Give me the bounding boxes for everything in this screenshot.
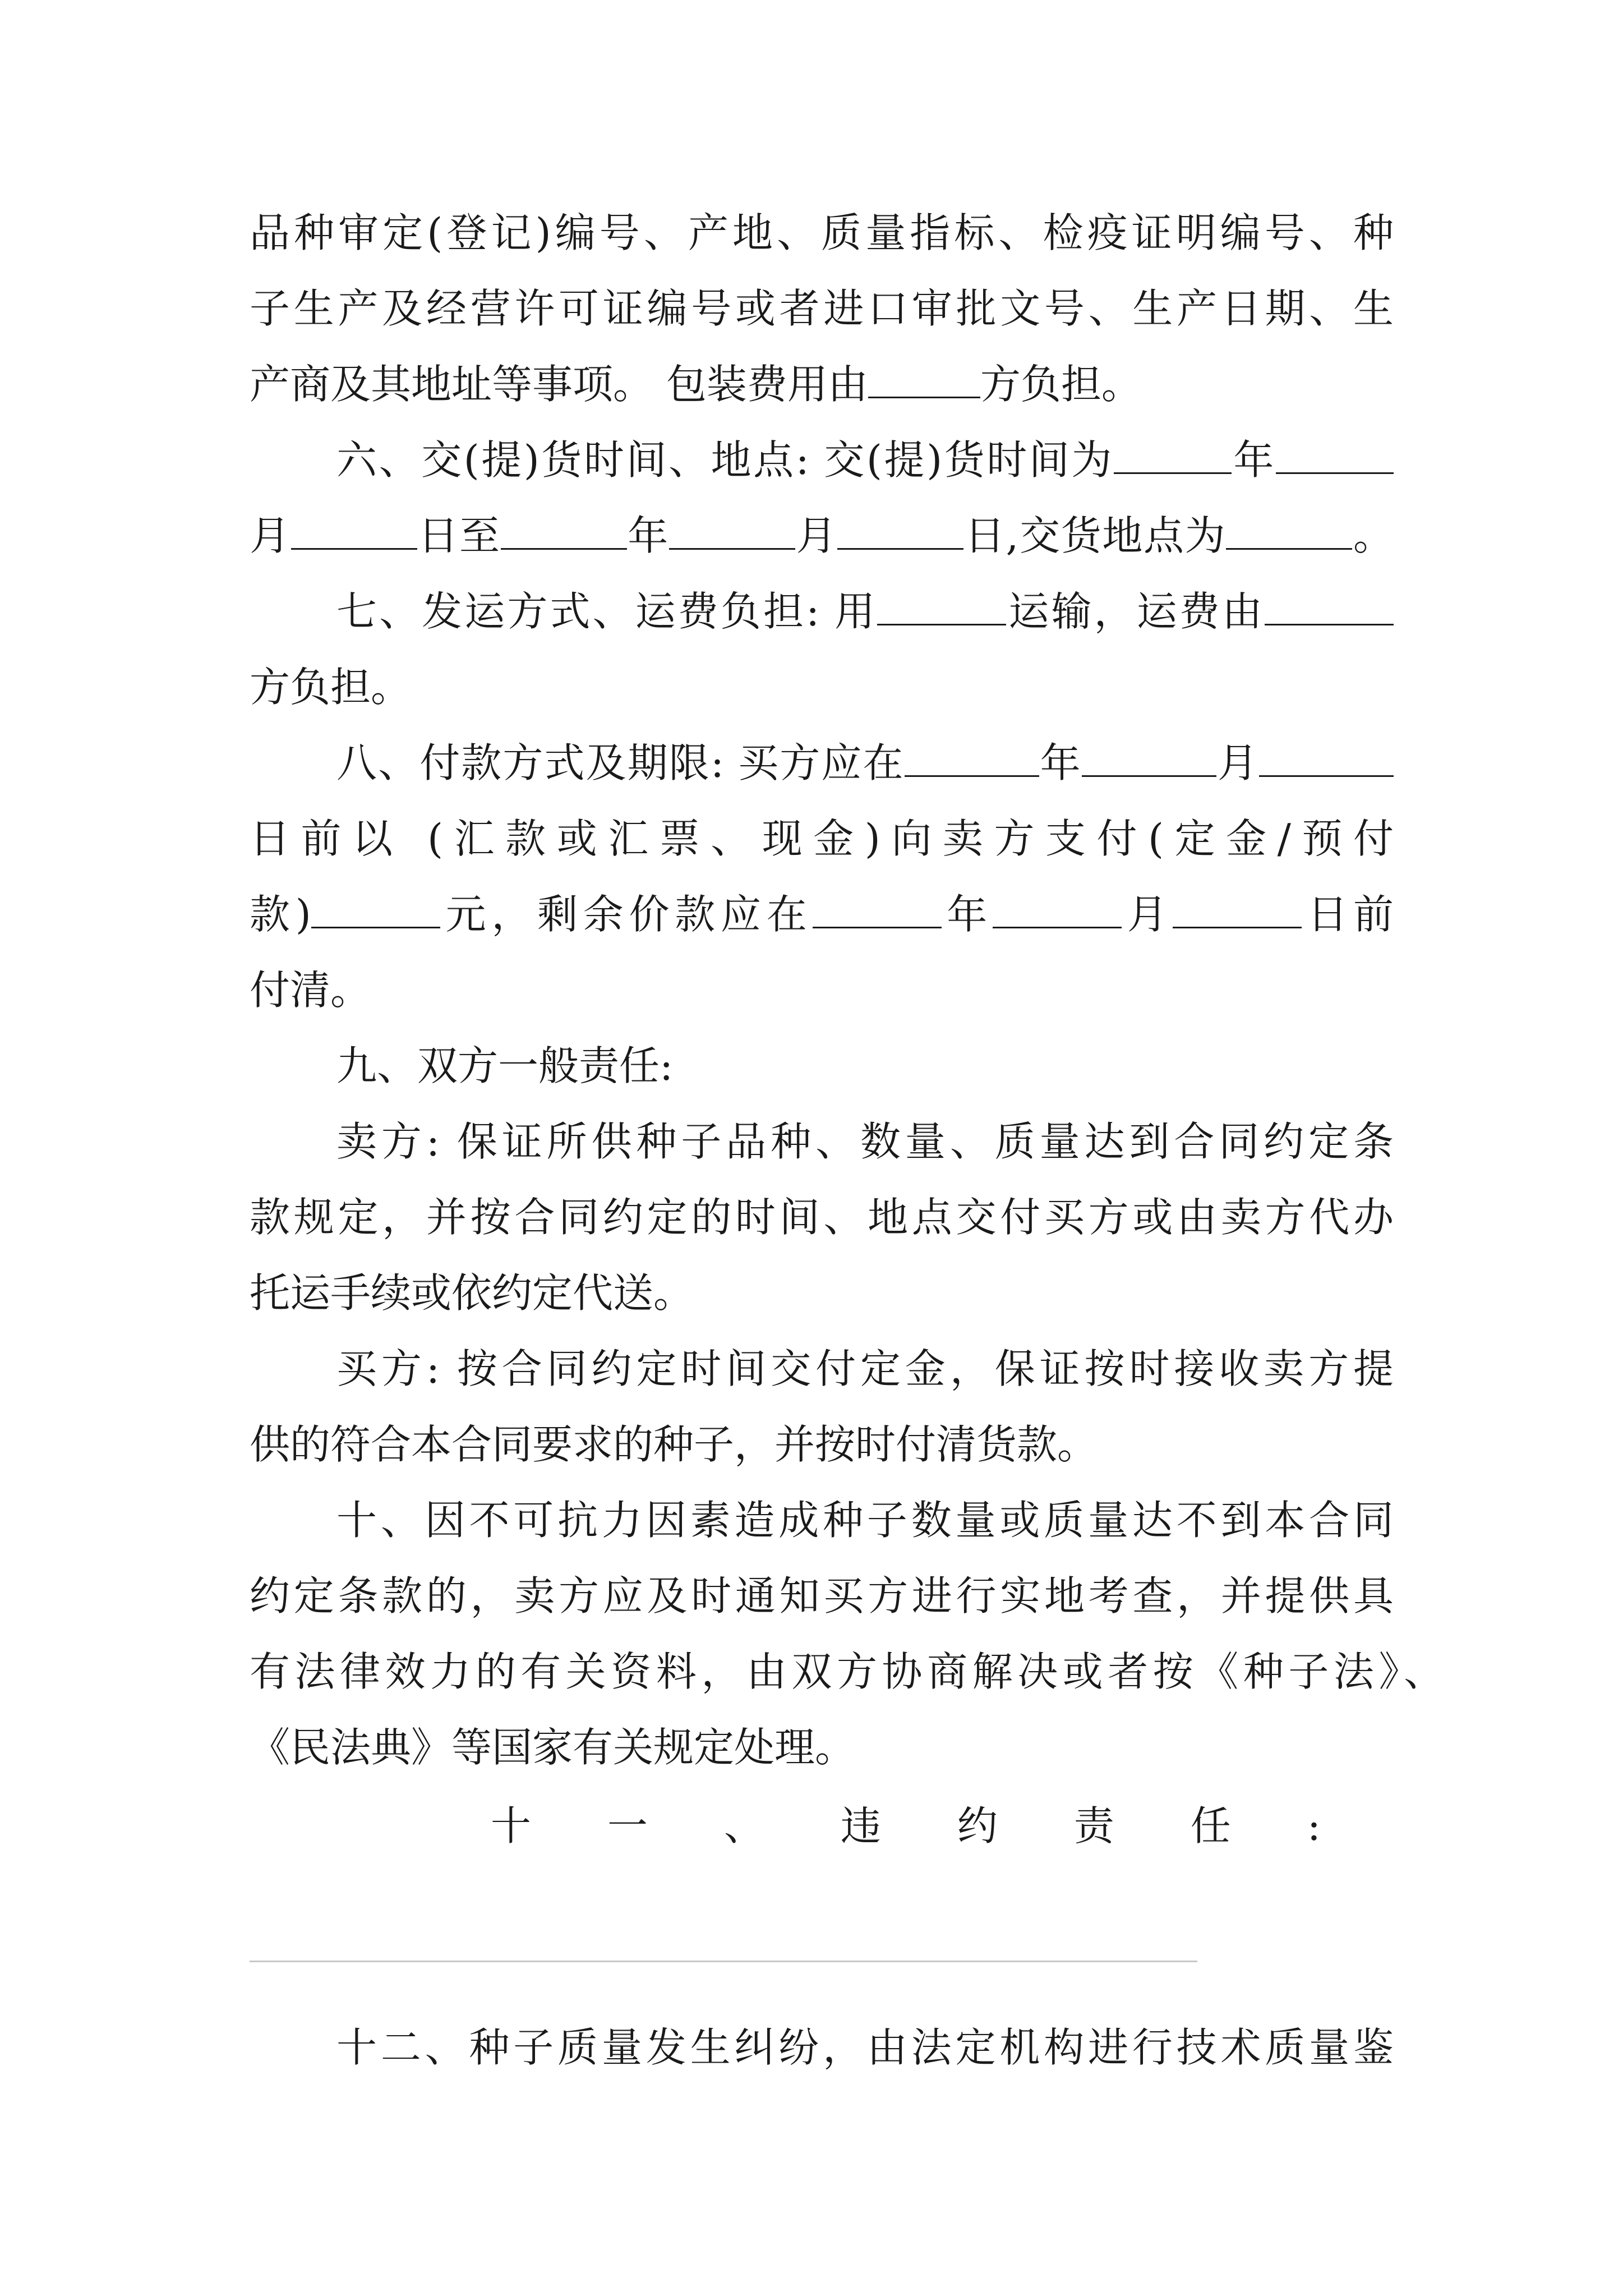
blank-underline[interactable]: [877, 587, 1006, 625]
text-line-2: 子生产及经营许可证编号或者进口审批文号、生产日期、生: [250, 285, 1394, 332]
clause-9-heading: 九、双方一般责任:: [336, 1042, 674, 1089]
divider-line: [250, 1961, 1197, 1962]
clause-9-seller-line-3: 托运手续或依约定代送。: [250, 1269, 694, 1317]
blank-underline[interactable]: [1226, 511, 1352, 550]
text-line-1: 品种审定(登记)编号、产地、质量指标、检疫证明编号、种: [250, 209, 1394, 256]
clause-8-line-2: 日前以 (汇款或汇票、现金)向卖方支付(定金/预付: [250, 815, 1394, 862]
clause-10-line-3: 有法律效力的有关资料，由双方协商解决或者按《种子法》、: [250, 1648, 1444, 1695]
clause-9-buyer-line-1: 买方: 按合同约定时间交付定金，保证按时接收卖方提: [336, 1345, 1394, 1392]
blank-underline[interactable]: [1082, 738, 1216, 777]
blank-underline[interactable]: [291, 511, 417, 550]
clause-9-seller-line-1: 卖方: 保证所供种子品种、数量、质量达到合同约定条: [336, 1118, 1394, 1165]
clause-8-line-3: 款) 元，剩余价款应在 年 月 日前: [250, 891, 1394, 938]
blank-underline[interactable]: [837, 511, 963, 550]
blank-underline[interactable]: [993, 890, 1122, 928]
clause-10-line-4: 《民法典》等国家有关规定处理。: [250, 1724, 856, 1771]
clause-6-line-1: 六、交(提)货时间、地点: 交(提)货时间为 年: [250, 429, 1394, 491]
blank-underline[interactable]: [868, 360, 980, 398]
clause-10-line-2: 约定条款的，卖方应及时通知买方进行实地考查，并提供具: [250, 1572, 1394, 1619]
blank-underline[interactable]: [1114, 435, 1232, 474]
clause-7-line-2: 方负担。: [250, 664, 412, 711]
clause-12-line-1: 十二、种子质量发生纠纷，由法定机构进行技术质量鉴: [336, 2024, 1394, 2071]
clause-10-line-1: 十、因不可抗力因素造成种子数量或质量达不到本合同: [336, 1497, 1394, 1544]
blank-underline[interactable]: [1265, 587, 1394, 625]
blank-underline[interactable]: [311, 890, 440, 928]
text-line-3: 产商及其地址等事项。 包装费用由 方负担。: [250, 361, 1142, 408]
blank-underline[interactable]: [501, 511, 627, 550]
clause-9-buyer-line-2: 供的符合本合同要求的种子，并按时付清货款。: [250, 1421, 1098, 1468]
blank-underline[interactable]: [813, 890, 942, 928]
clause-6-line-2: 月 日至 年 月 日,交货地点为 。: [250, 512, 1394, 559]
blank-underline[interactable]: [1173, 890, 1302, 928]
blank-underline[interactable]: [1276, 435, 1394, 474]
clause-11-heading: 十一、违约责任:: [491, 1802, 1394, 1849]
clause-7-line-1: 七、发运方式、运费负担: 用 运输，运费由: [250, 581, 1394, 642]
blank-underline[interactable]: [669, 511, 795, 550]
clause-9-seller-line-2: 款规定，并按合同约定的时间、地点交付买方或由卖方代办: [250, 1194, 1394, 1241]
clause-8-line-4: 付清。: [250, 967, 371, 1014]
blank-underline[interactable]: [1259, 738, 1394, 777]
blank-underline[interactable]: [905, 738, 1039, 777]
clause-8-line-1: 八、付款方式及期限: 买方应在 年 月: [250, 732, 1394, 794]
